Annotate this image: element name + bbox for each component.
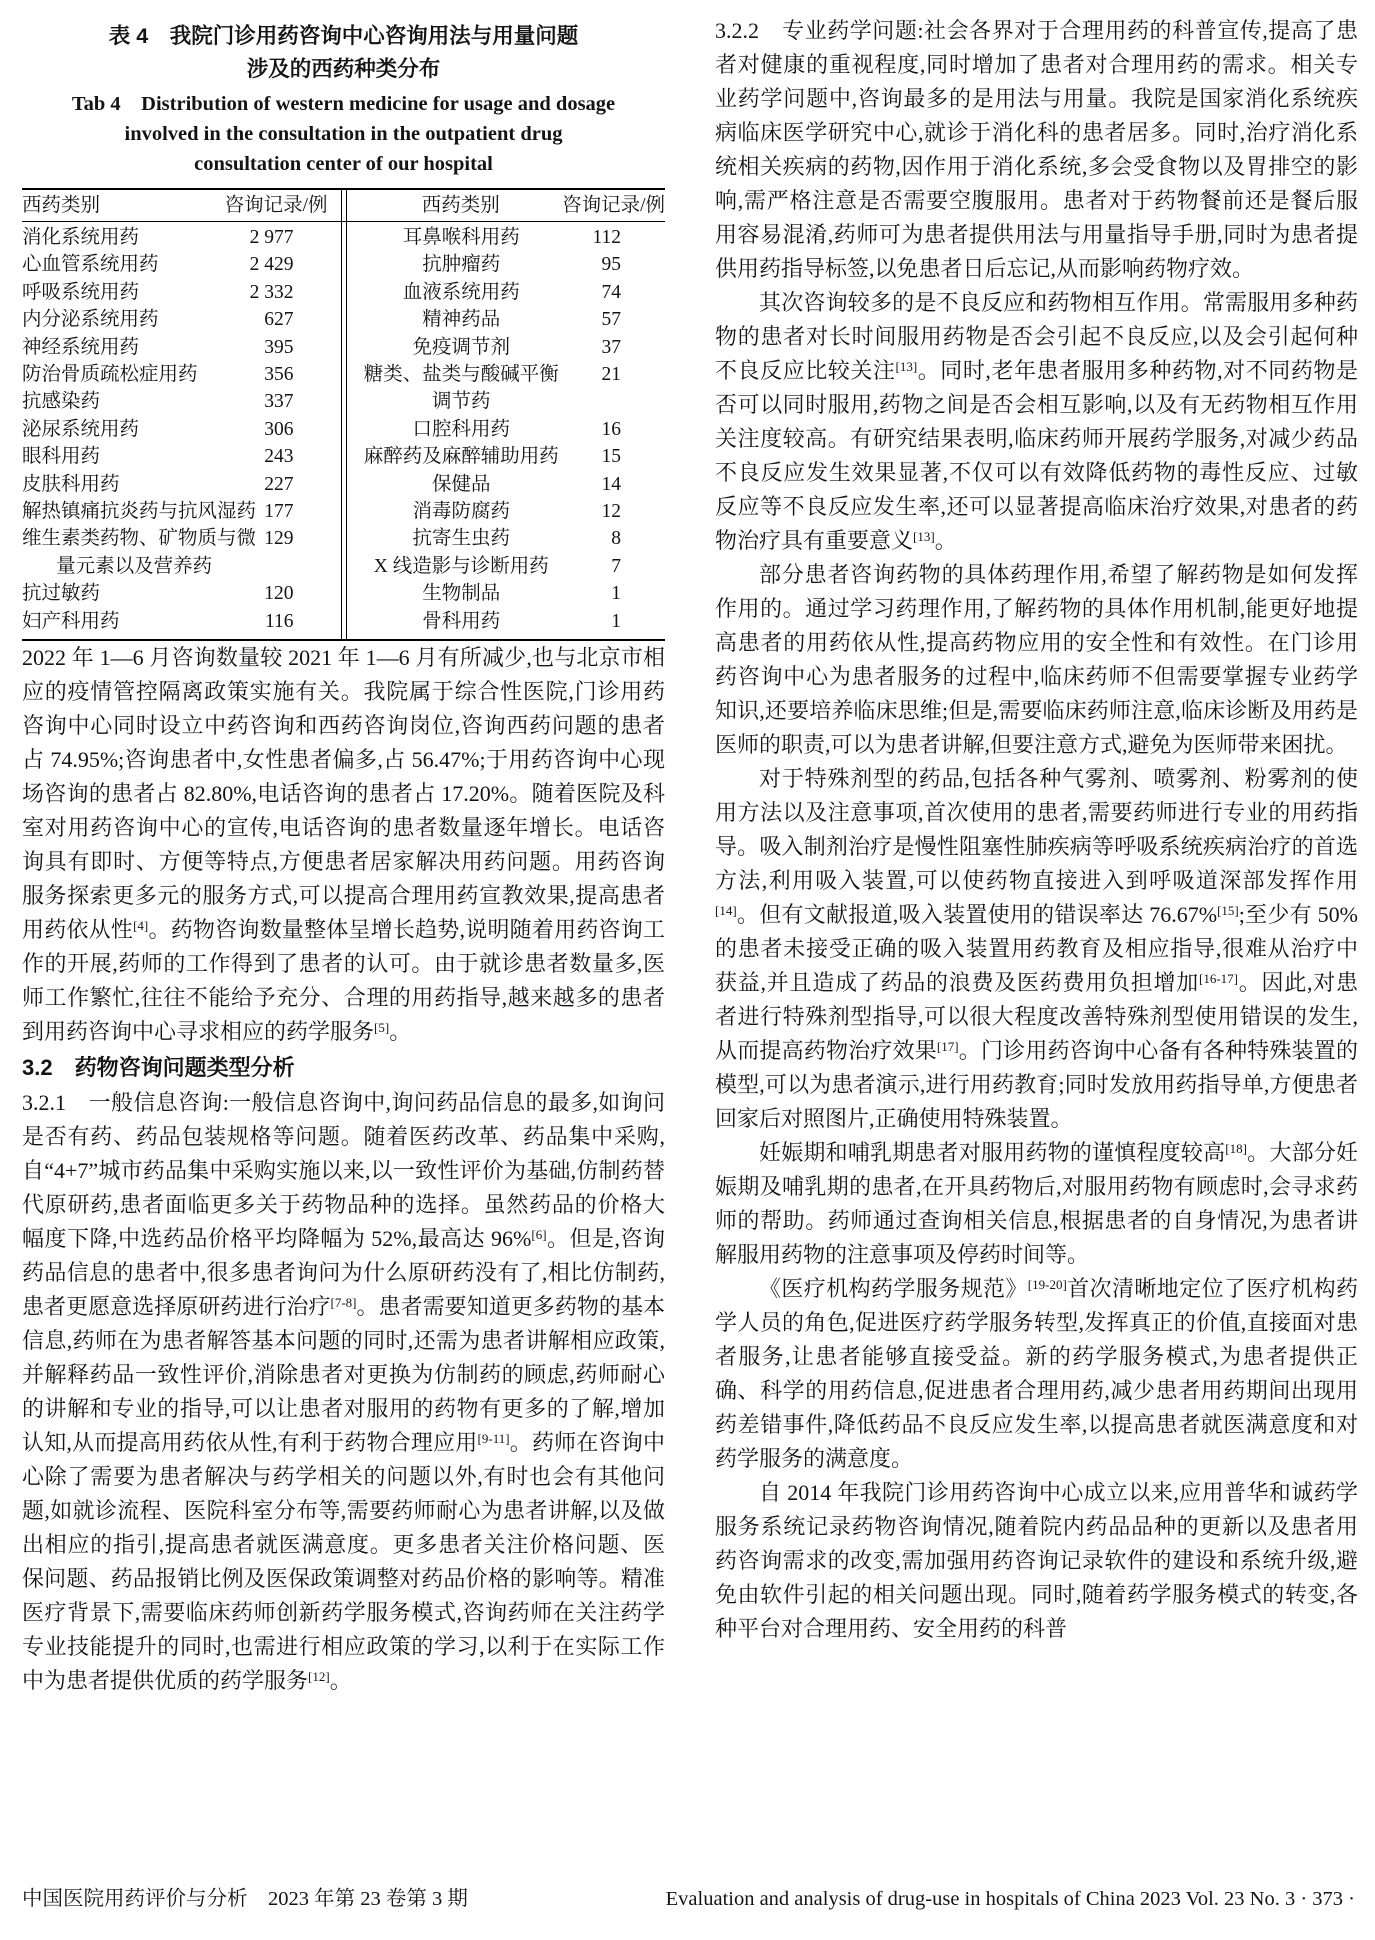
table-row [360,334,666,361]
paragraph-3-2-2: 3.2.2 专业药学问题:社会各界对于合理用药的科普宣传,提高了患者对健康的重视程度,同时增加了患者对合理用药的需求。相关专业药学问题中,咨询最多的是用法与用量。我院是国家消化系统疾病临床医学研究中心,就诊于消化科的患者居多。同时,治疗消化系统相关疾病的药物,因作用于消化系统,多会受食物以及胃排空的影响,需严格注意是否需要空腹服用。患者对于药物餐前还是餐后服用容易混淆,药师可为患者提供用法与用量指导手册,同时为患者提供用药指导标签,以免患者日后忘记,从而影响药物疗效。 [715,18,1358,281]
drug-category: 保健品 [431,473,491,495]
column-header-records: 咨询记录/例 [562,195,665,216]
table-caption-zh [22,20,665,86]
reference-superscript: [16-17] [1198,971,1238,986]
table-row [360,580,666,607]
table-row [360,279,666,306]
reference-superscript: [18] [1225,1141,1247,1156]
drug-category: 神经系统用药 [22,336,140,358]
record-count: 95 [601,254,621,276]
table4 [22,188,665,641]
record-count: 306 [264,418,294,440]
table-caption-en [22,89,665,179]
drug-category: 抗过敏药 [22,583,101,605]
reference-superscript: [14] [715,903,737,918]
paragraph: 妊娠期和哺乳期患者对服用药物的谨慎程度较高[18]。大部分妊娠期及哺乳期的患者,在开具药物后,对服用药物有顾虑时,会寻求药师的帮助。药师通过查询相关信息,根据患者的自身情况,为患者讲解服用药物的注意事项及停药时间等。 [715,1140,1358,1267]
reference-superscript: [5] [374,1020,390,1036]
drug-category: 麻醉药及麻醉辅助用药 [363,446,559,468]
table-row [22,224,328,251]
drug-category: 解热镇痛抗炎药与抗风湿药 [22,501,257,523]
reference-superscript: [7-8] [330,1295,357,1311]
drug-category: 骨科用药 [422,610,501,632]
table-row [22,443,328,470]
paragraph: 《医疗机构药学服务规范》[19-20]首次清晰地定位了医疗机构药学人员的角色,促进医疗药学服务转型,发挥真正的价值,直接面对患者服务,让患者能够直接受益。新的药学服务模式,为患者提供正确、科学的用药信息,促进患者合理用药,减少患者用药期间出现用药差错事件,降低药品不良反应发生率,以提高患者就医满意度和对药学服务的满意度。 [715,1276,1358,1471]
drug-category: 血液系统用药 [402,281,520,303]
paragraph-continuation: 2022 年 1—6 月咨询数量较 2021 年 1—6 月有所减少,也与北京市相应的疫情管控隔离政策实施有关。我院属于综合性医院,门诊用药咨询中心同时设立中药咨询和西药咨询岗位,咨询西药问题的患者占 74.95%;咨询患者中,女性患者偏多,占 56.47%;于用药咨询中心现场咨询的患者占 82.80%,电话咨询的患者占 17.20%。随着医院及科室对用药咨询中心的宣传,电话咨询的患者数量逐年增长。电话咨询具有即时、方便等特点,方便患者居家解决用药问题。用药咨询服务探索更多元的服务方式,可以提高合理用药宣教效果,提高患者用药依从性[4]。药物咨询数量整体呈增长趋势,说明随着用药咨询工作的开展,药师的工作得到了患者的认可。由于就诊患者数量多,医师工作繁忙,往往不能给予充分、合理的用药指导,越来越多的患者到用药咨询中心寻求相应的药学服务[5]。 [22,645,665,1045]
table-row [360,306,666,333]
table-row [22,334,328,361]
drug-category: 耳鼻喉科用药 [402,227,520,248]
table-row [360,416,666,443]
record-count: 1 [611,610,621,632]
table-row [360,608,666,635]
record-count: 356 [264,364,294,386]
paragraph-3-2-1: 3.2.1 一般信息咨询:一般信息咨询中,询问药品信息的最多,如询问是否有药、药品包装规格等问题。随着医药改革、药品集中采购,自“4+7”城市药品集中采购实施以来,以一致性评价为基础,仿制药替代原研药,患者面临更多关于药物品种的选择。虽然药品的价格大幅度下降,中选药品价格平均降幅为 52%,最高达 96%[6]。但是,咨询药品信息的患者中,很多患者询问为什么原研药没有了,相比仿制药,患者更愿意选择原研药进行治疗[7-8]。患者需要知道更多药物的基本信息,药师在为患者解答基本问题的同时,还需为患者讲解相应政策,并解释药品一致性评价,消除患者对更换为仿制药的顾虑,药师耐心的讲解和专业的指导,可以让患者对服用的药物有更多的了解,增加认知,从而提高用药依从性,有利于药物合理应用[9-11]。药师在咨询中心除了需要为患者解决与药学相关的问题以外,有时也会有其他问题,如就诊流程、医院科室分布等,需要药师耐心为患者讲解,以及做出相应的指引,提高患者就医满意度。更多患者关注价格问题、医保问题、药品报销比例及医保政策调整对药品价格的影响等。精准医疗背景下,需要临床药师创新药学服务模式,咨询药师在关注药学专业技能提升的同时,也需进行相应政策的学习,以利于在实际工作中为患者提供优质的药学服务[12]。 [22,1090,665,1694]
record-count: 8 [611,528,621,550]
right-column-text [715,14,1358,1646]
record-count: 57 [601,309,621,331]
drug-category: 消化系统用药 [22,227,140,248]
drug-category: 口腔科用药 [412,418,510,440]
drug-category: 抗肿瘤药 [422,254,501,276]
column-header-records: 咨询记录/例 [224,195,328,216]
paragraph: 自 2014 年我院门诊用药咨询中心成立以来,应用普华和诚药学服务系统记录药物咨询情况,随着院内药品品种的更新以及患者用药咨询需求的改变,需加强用药咨询记录软件的建设和系统升级,避免由软件引起的相关问题出现。同时,随着药学服务模式的转变,各种平台对合理用药、安全用药的科普 [715,1480,1358,1641]
table-row [360,553,666,580]
record-count: 2 977 [249,227,294,248]
record-count: 337 [264,391,294,413]
drug-category: 生物制品 [422,583,501,605]
drug-category: 抗感染药 [22,391,101,413]
table-row [22,251,328,278]
record-count: 227 [264,473,294,495]
table-row [360,251,666,278]
table-row [22,580,328,607]
table-row [22,388,328,415]
paragraph: 其次咨询较多的是不良反应和药物相互作用。常需服用多种药物的患者对长时间服用药物是否会引起不良反应,以及会引起何种不良反应比较关注[13]。同时,老年患者服用多种药物,对不同药物是否可以同时服用,药物之间是否会相互影响,以及有无药物相互作用关注度较高。有研究结果表明,临床药师开展药学服务,对减少药品不良反应发生效果显著,不仅可以有效降低药物的毒性反应、过敏反应等不良反应发生率,还可以显著提高临床治疗效果,对患者的药物治疗具有重要意义[13]。 [715,290,1358,553]
table-row [360,525,666,552]
table-right-subtable [344,224,666,635]
record-count: 116 [264,610,294,632]
table-row [22,471,328,498]
section-heading-3-2: 3.2 药物咨询问题类型分析 [22,1055,295,1081]
reference-superscript: [4] [133,918,149,934]
drug-category: 抗寄生虫药 [412,528,510,550]
reference-superscript: [17] [936,1039,959,1054]
reference-superscript: [12] [308,1669,330,1685]
record-count: 395 [264,336,294,358]
reference-superscript: [13] [895,359,918,374]
reference-superscript: [6] [531,1227,547,1243]
table-row [22,416,328,443]
drug-category: X 线造影与诊断用药 [373,555,549,577]
record-count: 74 [601,281,621,303]
table-row [360,498,666,525]
right-column [715,14,1358,1698]
reference-superscript: [19-20] [1027,1277,1067,1292]
paragraph: 对于特殊剂型的药品,包括各种气雾剂、喷雾剂、粉雾剂的使用方法以及注意事项,首次使用的患者,需要药师进行专业的用药指导。吸入制剂治疗是慢性阻塞性肺疾病等呼吸系统疾病治疗的首选方法,利用吸入装置,可以使药物直接进入到呼吸道深部发挥作用[14]。但有文献报道,吸入装置使用的错误率达 76.67%[15];至少有 50%的患者未接受正确的吸入装置用药教育及相应指导,很难从治疗中获益,并且造成了药品的浪费及医药费用负担增加[16-17]。因此,对患者进行特殊剂型指导,可以很大程度改善特殊剂型使用错误的发生,从而提高药物治疗效果[17]。门诊用药咨询中心备有各种特殊装置的模型,可以为患者演示,进行用药教育;同时发放用药指导单,方便患者回家后对照图片,正确使用特殊装置。 [715,766,1358,1131]
record-count: 2 332 [249,281,294,303]
column-header-category: 西药类别 [22,195,101,216]
left-column [22,14,665,1698]
drug-category: 泌尿系统用药 [22,418,140,440]
record-count: 16 [601,418,621,440]
record-count: 7 [611,555,621,577]
table-caption-zh-line1: 表 4 我院门诊用药咨询中心咨询用法与用量问题 [108,24,579,48]
record-count: 1 [611,583,621,605]
drug-category: 维生素类药物、矿物质与微量元素以及营养药 [22,528,257,577]
reference-superscript: [9-11] [477,1431,510,1447]
record-count: 12 [601,501,621,523]
drug-category: 呼吸系统用药 [22,281,140,303]
table-caption-en-line2: involved in the consultation in the outpatient drug [124,123,563,145]
drug-category: 精神药品 [422,309,501,331]
table-row [22,279,328,306]
record-count: 14 [601,473,621,495]
drug-category: 消毒防腐药 [412,501,510,523]
record-count: 243 [264,446,294,468]
drug-category: 内分泌系统用药 [22,309,159,331]
drug-category: 妇产科用药 [22,610,120,632]
drug-category: 免疫调节剂 [412,336,510,358]
table-caption-en-line3: consultation center of our hospital [194,153,493,175]
table-row [22,525,328,580]
table-divider-double-rule [341,190,347,639]
table-left-subtable [22,224,344,635]
table-row [360,224,666,251]
footer-journal-title-zh: 中国医院用药评价与分析 2023 年第 23 卷第 3 期 [22,1888,468,1910]
record-count: 112 [592,227,621,248]
table-row [360,361,666,416]
record-count: 120 [264,583,294,605]
table-header-left [22,190,344,221]
record-count: 627 [264,309,294,331]
table-row [22,498,328,525]
reference-superscript: [15] [1217,903,1239,918]
left-column-text [22,641,665,1698]
record-count: 15 [601,446,621,468]
drug-category: 心血管系统用药 [22,254,159,276]
record-count: 21 [601,364,621,386]
table-caption-zh-line2: 涉及的西药种类分布 [246,57,441,81]
table-caption-en-line1: Tab 4 Distribution of western medicine for usage and dosage [71,93,616,115]
footer-journal-title-en-page-number: Evaluation and analysis of drug-use in hospitals of China 2023 Vol. 23 No. 3 · 373 · [665,1888,1355,1910]
table-row [360,471,666,498]
column-header-category: 西药类别 [421,195,500,216]
drug-category: 皮肤科用药 [22,473,120,495]
table-header-right [344,190,666,221]
table-row [22,361,328,388]
table-row [360,443,666,470]
record-count: 177 [264,501,294,523]
drug-category: 防治骨质疏松症用药 [22,364,198,386]
table-row [22,608,328,635]
table-row [22,306,328,333]
reference-superscript: [13] [913,529,935,544]
record-count: 129 [264,528,294,550]
page-footer [22,1886,1355,1912]
drug-category: 眼科用药 [22,446,101,468]
record-count: 2 429 [249,254,294,276]
drug-category: 糖类、盐类与酸碱平衡调节药 [363,364,559,413]
paragraph: 部分患者咨询药物的具体药理作用,希望了解药物是如何发挥作用的。通过学习药理作用,了解药物的具体作用机制,能更好地提高患者的用药依从性,提高药物应用的安全性和有效性。在门诊用药咨询中心为患者服务的过程中,临床药师不但需要掌握专业药学知识,还要培养临床思维;但是,需要临床药师注意,临床诊断及用药是医师的职责,可以为患者讲解,但要注意方式,避免为医师带来困扰。 [715,562,1358,757]
record-count: 37 [601,336,621,358]
